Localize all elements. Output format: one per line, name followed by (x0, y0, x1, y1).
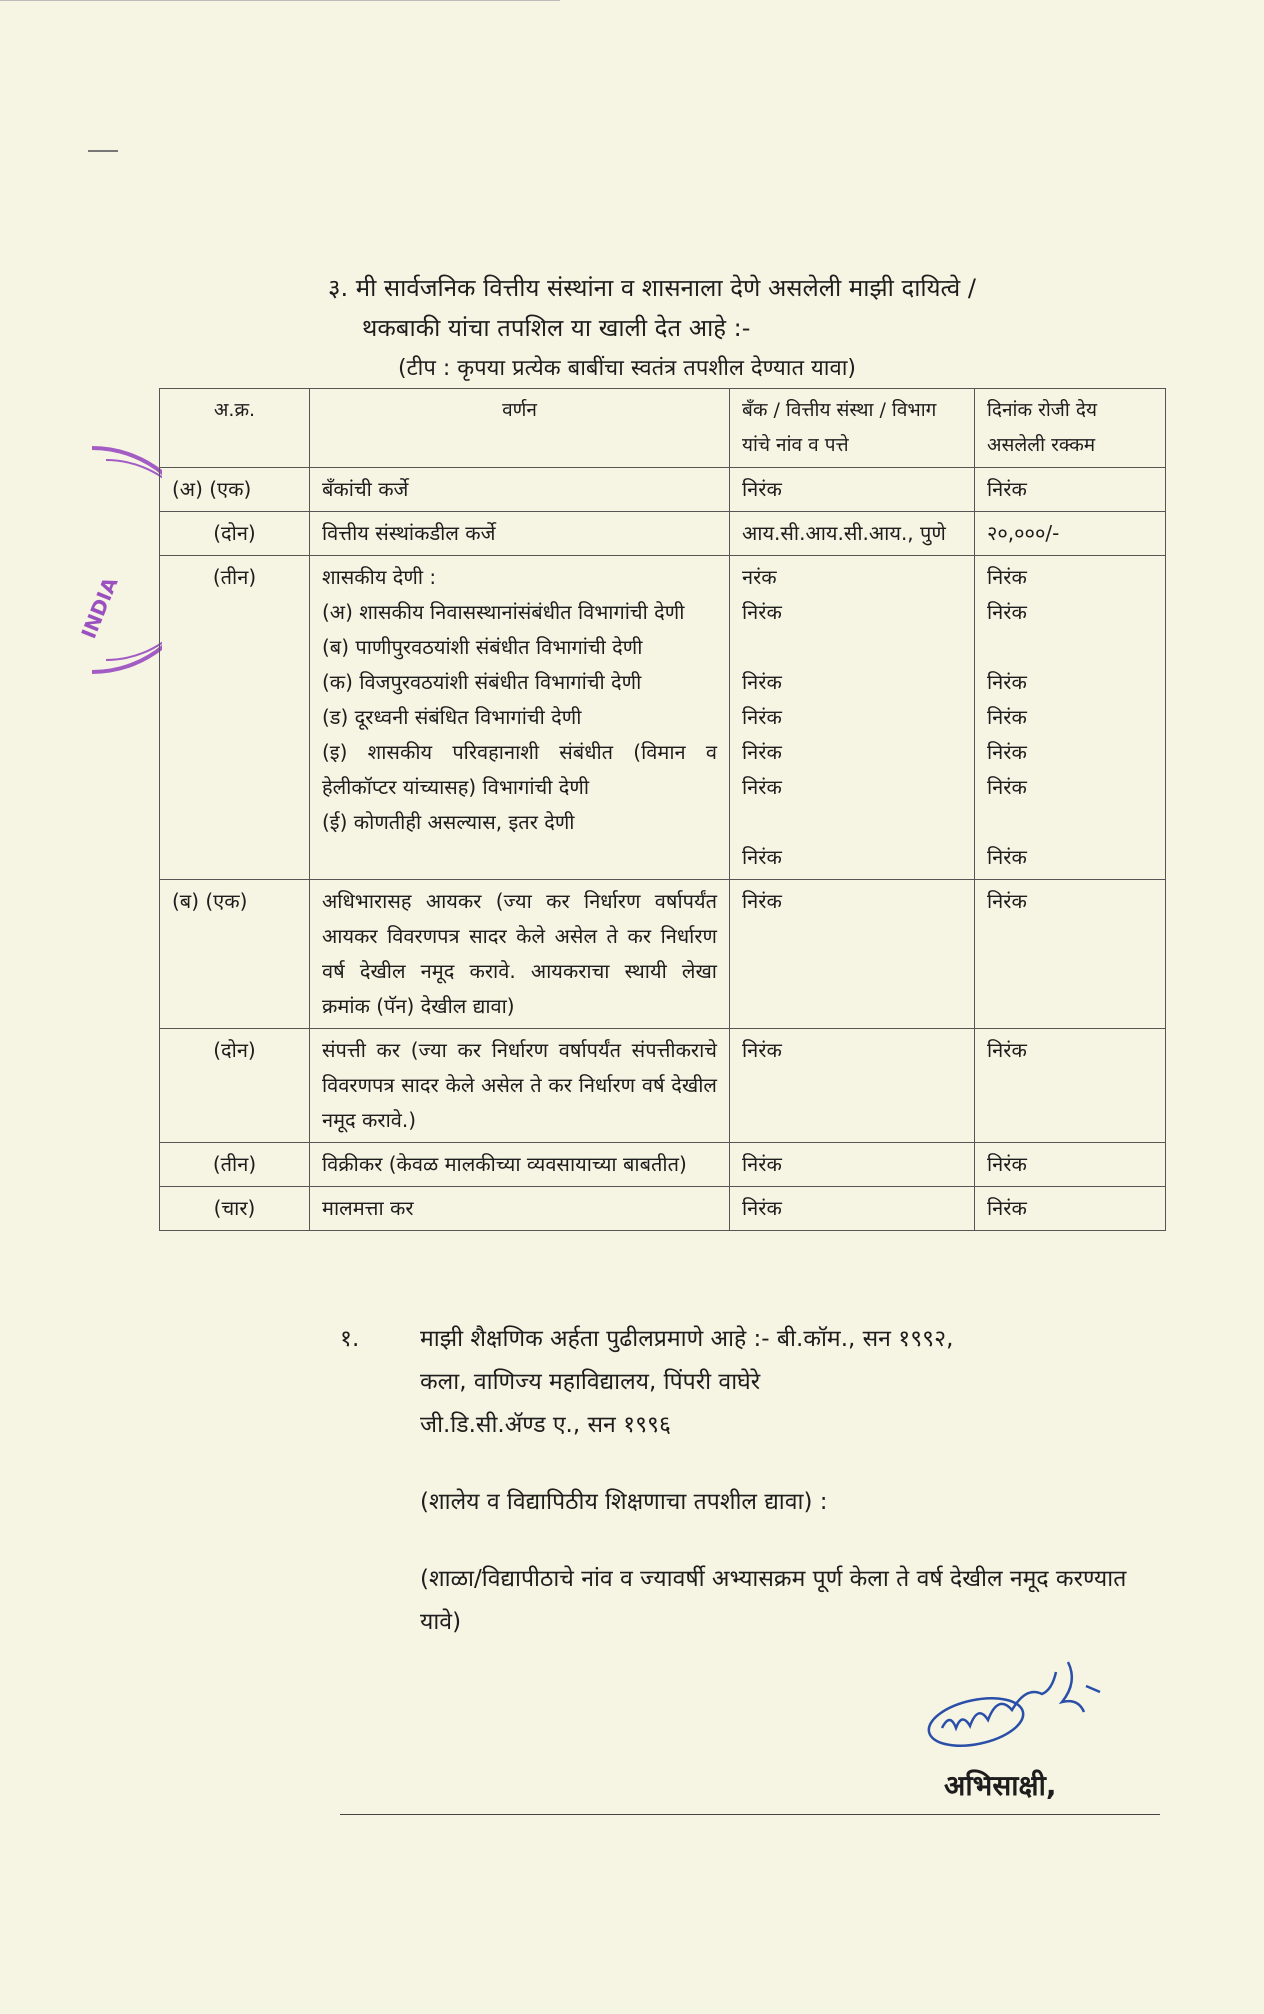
govt-dues-bank: निरंक (742, 740, 782, 764)
table-row (160, 1029, 1166, 1143)
row-bank: निरंक (730, 1029, 975, 1143)
govt-dues-item: (ब) पाणीपुरवठयांशी संबंधीत विभागांची देणी (322, 635, 643, 659)
table-row (160, 1143, 1166, 1187)
row-description: अधिभारासह आयकर (ज्या कर निर्धारण वर्षापर्यंत आयकर विवरणपत्र सादर केले असेल ते कर निर्धारण वर्ष देखील नमूद करावे. आयकराचा स्थायी लेखा क्रमांक (पॅन) देखील द्यावा) (310, 880, 730, 1029)
govt-dues-item: (ड) दूरध्वनी संबंधित विभागांची देणी (322, 705, 582, 729)
govt-dues-amount: निरंक (987, 600, 1027, 624)
signature-label: अभिसाक्षी, (944, 1769, 1057, 1802)
govt-dues-bank: निरंक (742, 705, 782, 729)
table-row (160, 880, 1166, 1029)
govt-dues-bank: निरंक (742, 670, 782, 694)
footer-rule (340, 1814, 1160, 1815)
table-header-row (160, 389, 1166, 468)
margin-mark (88, 150, 118, 152)
row-amount: निरंक (975, 468, 1166, 512)
row-bank: निरंक (730, 1187, 975, 1231)
table-row (160, 1187, 1166, 1231)
row-description (310, 556, 730, 880)
row-amount: निरंक (975, 1143, 1166, 1187)
row-description: मालमत्ता कर (310, 1187, 730, 1231)
table-row (160, 512, 1166, 556)
header-description: वर्णन (310, 389, 730, 468)
seal-text: INDIA (76, 573, 123, 642)
seal-stamp-fragment (62, 440, 162, 680)
top-edge-line (0, 0, 560, 1)
education-number: १. (340, 1326, 360, 1352)
row-description: वित्तीय संस्थांकडील कर्जे (310, 512, 730, 556)
govt-dues-amount: निरंक (987, 705, 1027, 729)
govt-dues-bank: निरंक (742, 775, 782, 799)
section-heading (328, 268, 1148, 348)
row-description: संपत्ती कर (ज्या कर निर्धारण वर्षापर्यंत संपत्तीकराचे विवरणपत्र सादर केले असेल ते कर निर्धारण वर्ष देखील नमूद करावे.) (310, 1029, 730, 1143)
header-bank: बँक / वित्तीय संस्था / विभाग यांचे नांव व पत्ते (730, 389, 975, 468)
table-row (160, 556, 1166, 880)
govt-dues-bank: निरंक (742, 600, 782, 624)
row-amount: २०,०००/- (975, 512, 1166, 556)
row-bank: आय.सी.आय.सी.आय., पुणे (730, 512, 975, 556)
row-amount: निरंक (975, 1187, 1166, 1231)
row-bank: निरंक (730, 1143, 975, 1187)
row-serial: (दोन) (160, 1029, 310, 1143)
govt-dues-amount: निरंक (987, 845, 1027, 869)
education-instruction-2: (शाळा/विद्यापीठाचे नांव व ज्यावर्षी अभ्यासक्रम पूर्ण केला ते वर्ष देखील नमूद करण्यात यावे) (420, 1566, 1127, 1635)
govt-dues-amount: निरंक (987, 775, 1027, 799)
row-serial: (चार) (160, 1187, 310, 1231)
header-amount: दिनांक रोजी देय असलेली रक्कम (975, 389, 1166, 468)
row-serial: (अ) (एक) (160, 468, 310, 512)
row-serial: (ब) (एक) (160, 880, 310, 1029)
govt-dues-item: (अ) शासकीय निवासस्थानांसंबंधीत विभागांची देणी (322, 600, 685, 624)
education-line-1: माझी शैक्षणिक अर्हता पुढीलप्रमाणे आहे :- बी.कॉम., सन १९९२, (420, 1326, 954, 1352)
signature-scrawl (918, 1650, 1118, 1760)
education-section (340, 1318, 1160, 1644)
heading-line-2: थकबाकी यांचा तपशिल या खाली देत आहे :- (362, 314, 751, 342)
row-amount (975, 556, 1166, 880)
liabilities-table (159, 388, 1166, 1231)
govt-dues-title: शासकीय देणी : (322, 565, 437, 589)
govt-dues-bank: नरंक (742, 565, 777, 589)
row-serial: (तीन) (160, 1143, 310, 1187)
govt-dues-item: (क) विजपुरवठयांशी संबंधीत विभागांची देणी (322, 670, 642, 694)
govt-dues-amount: निरंक (987, 740, 1027, 764)
govt-dues-amount: निरंक (987, 670, 1027, 694)
govt-dues-bank: निरंक (742, 845, 782, 869)
row-description: विक्रीकर (केवळ मालकीच्या व्यवसायाच्या बाबतीत) (310, 1143, 730, 1187)
row-serial: (तीन) (160, 556, 310, 880)
row-amount: निरंक (975, 1029, 1166, 1143)
education-line-3: जी.डि.सी.ॲण्ड ए., सन १९९६ (420, 1412, 671, 1438)
row-bank: निरंक (730, 880, 975, 1029)
education-instruction-1: (शालेय व विद्यापिठीय शिक्षणाचा तपशील द्यावा) : (420, 1489, 828, 1515)
row-description: बँकांची कर्जे (310, 468, 730, 512)
govt-dues-amount: निरंक (987, 565, 1027, 589)
heading-line-1: ३. मी सार्वजनिक वित्तीय संस्थांना व शासनाला देणे असलेली माझी दायित्वे / (328, 274, 976, 302)
govt-dues-item: (ई) कोणतीही असल्यास, इतर देणी (322, 810, 575, 834)
table-row (160, 468, 1166, 512)
education-line-2: कला, वाणिज्य महाविद्यालय, पिंपरी वाघेरे (420, 1369, 761, 1395)
row-bank (730, 556, 975, 880)
govt-dues-item: (इ) शासकीय परिवहानाशी संबंधीत (विमान व हेलीकॉप्टर यांच्यासह) विभागांची देणी (322, 740, 717, 799)
heading-note: (टीप : कृपया प्रत्येक बाबींचा स्वतंत्र तपशील देण्यात यावा) (398, 356, 857, 381)
row-amount: निरंक (975, 880, 1166, 1029)
row-serial: (दोन) (160, 512, 310, 556)
row-bank: निरंक (730, 468, 975, 512)
header-serial: अ.क्र. (160, 389, 310, 468)
